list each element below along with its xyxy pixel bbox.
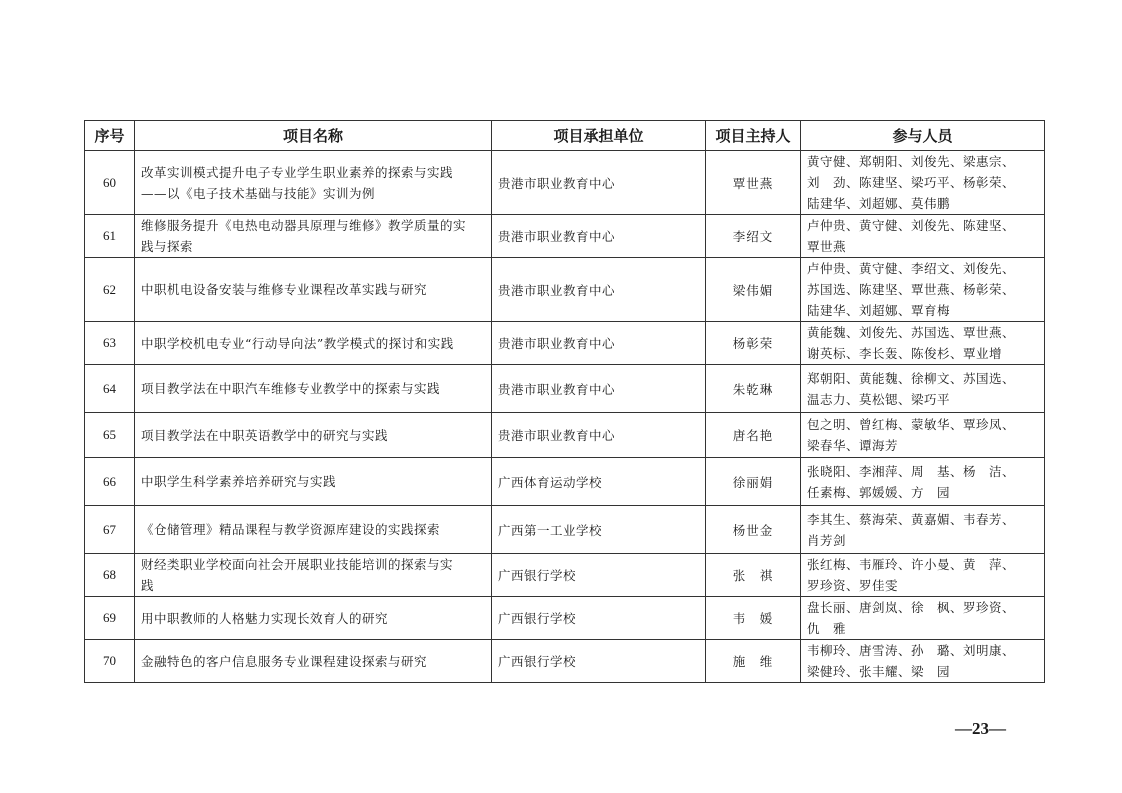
host-cell: 韦 媛 bbox=[706, 597, 801, 640]
participants-line: 包之明、曾红梅、蒙敏华、覃珍凤、 bbox=[807, 417, 1016, 432]
participants-cell bbox=[801, 215, 1045, 258]
unit-cell: 贵港市职业教育中心 bbox=[492, 413, 706, 458]
project-name-line: 践与探索 bbox=[141, 239, 194, 254]
unit-cell: 广西体育运动学校 bbox=[492, 458, 706, 506]
table-row bbox=[85, 640, 1045, 683]
header-project-name: 项目名称 bbox=[135, 121, 492, 151]
participants-line: 卢仲贵、黄守健、李绍文、刘俊先、 bbox=[807, 261, 1016, 276]
unit-cell: 贵港市职业教育中心 bbox=[492, 151, 706, 215]
project-name-cell bbox=[135, 597, 492, 640]
serial-cell: 70 bbox=[85, 640, 135, 683]
header-participants: 参与人员 bbox=[801, 121, 1045, 151]
participants-line: 梁春华、谭海芳 bbox=[807, 438, 899, 453]
participants-cell bbox=[801, 506, 1045, 554]
project-name-line: 践 bbox=[141, 578, 155, 593]
serial-cell: 61 bbox=[85, 215, 135, 258]
participants-cell bbox=[801, 258, 1045, 322]
project-name-line: 改革实训模式提升电子专业学生职业素养的探索与实践 bbox=[141, 164, 454, 180]
host-cell: 梁伟媚 bbox=[706, 258, 801, 322]
project-name-line: 用中职教师的人格魅力实现长效育人的研究 bbox=[141, 610, 389, 626]
participants-line: 陆建华、刘超娜、莫伟鹏 bbox=[807, 196, 951, 211]
participants-line: 仇 雅 bbox=[807, 621, 847, 636]
participants-line: 郑朝阳、黄能魏、徐柳文、苏国选、 bbox=[807, 370, 1016, 386]
table-row bbox=[85, 151, 1045, 215]
host-cell: 李绍文 bbox=[706, 215, 801, 258]
host-cell: 施 维 bbox=[706, 640, 801, 683]
host-cell: 覃世燕 bbox=[706, 151, 801, 215]
serial-cell: 63 bbox=[85, 322, 135, 365]
unit-cell: 广西银行学校 bbox=[492, 554, 706, 597]
project-name-line: 金融特色的客户信息服务专业课程建设探索与研究 bbox=[141, 653, 428, 669]
serial-cell: 68 bbox=[85, 554, 135, 597]
project-name-line: 中职学生科学素养培养研究与实践 bbox=[141, 474, 337, 489]
project-name-cell bbox=[135, 365, 492, 413]
serial-cell: 60 bbox=[85, 151, 135, 215]
participants-line: 梁健玲、张丰耀、梁 园 bbox=[807, 664, 951, 679]
participants-line: 刘 劲、陈建坚、梁巧平、杨彰荣、 bbox=[807, 175, 1016, 190]
participants-line: 黄能魏、刘俊先、苏国选、覃世燕、 bbox=[807, 325, 1016, 340]
participants-line: 韦柳玲、唐雪涛、孙 璐、刘明康、 bbox=[807, 643, 1016, 658]
participants-cell bbox=[801, 322, 1045, 365]
participants-cell bbox=[801, 151, 1045, 215]
header-unit: 项目承担单位 bbox=[492, 121, 706, 151]
table-row bbox=[85, 458, 1045, 506]
participants-line: 李其生、蔡海荣、黄嘉媚、韦春芳、 bbox=[807, 511, 1016, 527]
unit-cell: 广西银行学校 bbox=[492, 597, 706, 640]
table-row bbox=[85, 554, 1045, 597]
participants-cell bbox=[801, 597, 1045, 640]
participants-line: 陆建华、刘超娜、覃育梅 bbox=[807, 303, 951, 318]
unit-cell: 贵港市职业教育中心 bbox=[492, 365, 706, 413]
header-serial: 序号 bbox=[85, 121, 135, 151]
participants-line: 任素梅、郭媛媛、方 园 bbox=[807, 484, 951, 500]
participants-cell bbox=[801, 365, 1045, 413]
table-row bbox=[85, 322, 1045, 365]
project-name-cell bbox=[135, 506, 492, 554]
host-cell: 张 祺 bbox=[706, 554, 801, 597]
serial-cell: 69 bbox=[85, 597, 135, 640]
host-cell: 徐丽娟 bbox=[706, 458, 801, 506]
host-cell: 唐名艳 bbox=[706, 413, 801, 458]
project-name-line: 中职机电设备安装与维修专业课程改革实践与研究 bbox=[141, 282, 428, 297]
project-name-line: 中职学校机电专业“行动导向法”教学模式的探讨和实践 bbox=[141, 335, 454, 351]
unit-cell: 贵港市职业教育中心 bbox=[492, 258, 706, 322]
participants-line: 罗珍资、罗佳雯 bbox=[807, 578, 899, 593]
table-body bbox=[85, 151, 1045, 683]
unit-cell: 贵港市职业教育中心 bbox=[492, 322, 706, 365]
project-name-line: ——以《电子技术基础与技能》实训为例 bbox=[141, 185, 376, 201]
participants-cell bbox=[801, 458, 1045, 506]
serial-cell: 65 bbox=[85, 413, 135, 458]
serial-cell: 66 bbox=[85, 458, 135, 506]
project-name-cell bbox=[135, 258, 492, 322]
participants-cell bbox=[801, 640, 1045, 683]
participants-line: 盘长丽、唐剑岚、徐 枫、罗珍资、 bbox=[807, 600, 1016, 615]
projects-table bbox=[84, 120, 1045, 683]
participants-line: 张红梅、韦雁玲、许小曼、黄 萍、 bbox=[807, 557, 1016, 572]
table-row bbox=[85, 258, 1045, 322]
project-name-line: 项目教学法在中职汽车维修专业教学中的探索与实践 bbox=[141, 381, 441, 396]
table-row bbox=[85, 215, 1045, 258]
participants-line: 谢英标、李长轰、陈俊杉、覃业增 bbox=[807, 346, 1003, 361]
project-name-line: 维修服务提升《电热电动器具原理与维修》教学质量的实 bbox=[141, 218, 467, 233]
participants-line: 张晓阳、李湘萍、周 基、杨 洁、 bbox=[807, 463, 1016, 479]
header-host: 项目主持人 bbox=[706, 121, 801, 151]
table-row bbox=[85, 365, 1045, 413]
participants-line: 温志力、莫松锶、梁巧平 bbox=[807, 391, 951, 407]
serial-cell: 64 bbox=[85, 365, 135, 413]
project-name-cell bbox=[135, 640, 492, 683]
host-cell: 杨彰荣 bbox=[706, 322, 801, 365]
participants-line: 黄守健、郑朝阳、刘俊先、梁惠宗、 bbox=[807, 154, 1016, 169]
participants-line: 苏国选、陈建坚、覃世燕、杨彰荣、 bbox=[807, 282, 1016, 297]
host-cell: 朱乾琳 bbox=[706, 365, 801, 413]
table-row bbox=[85, 413, 1045, 458]
serial-cell: 67 bbox=[85, 506, 135, 554]
page-number: —23— bbox=[955, 719, 1006, 738]
participants-line: 肖芳剑 bbox=[807, 532, 847, 548]
table-header-row bbox=[85, 121, 1045, 151]
project-name-cell bbox=[135, 458, 492, 506]
project-name-line: 财经类职业学校面向社会开展职业技能培训的探索与实 bbox=[141, 557, 454, 572]
project-name-cell bbox=[135, 215, 492, 258]
table-row bbox=[85, 597, 1045, 640]
serial-cell: 62 bbox=[85, 258, 135, 322]
project-name-cell bbox=[135, 554, 492, 597]
project-name-line: 项目教学法在中职英语教学中的研究与实践 bbox=[141, 427, 389, 443]
participants-line: 卢仲贵、黄守健、刘俊先、陈建坚、 bbox=[807, 218, 1016, 233]
table-row bbox=[85, 506, 1045, 554]
unit-cell: 贵港市职业教育中心 bbox=[492, 215, 706, 258]
participants-cell bbox=[801, 413, 1045, 458]
unit-cell: 广西第一工业学校 bbox=[492, 506, 706, 554]
project-name-cell bbox=[135, 413, 492, 458]
project-name-line: 《仓储管理》精品课程与教学资源库建设的实践探索 bbox=[141, 522, 441, 537]
participants-line: 覃世燕 bbox=[807, 239, 847, 254]
project-name-cell bbox=[135, 151, 492, 215]
unit-cell: 广西银行学校 bbox=[492, 640, 706, 683]
host-cell: 杨世金 bbox=[706, 506, 801, 554]
project-name-cell bbox=[135, 322, 492, 365]
participants-cell bbox=[801, 554, 1045, 597]
